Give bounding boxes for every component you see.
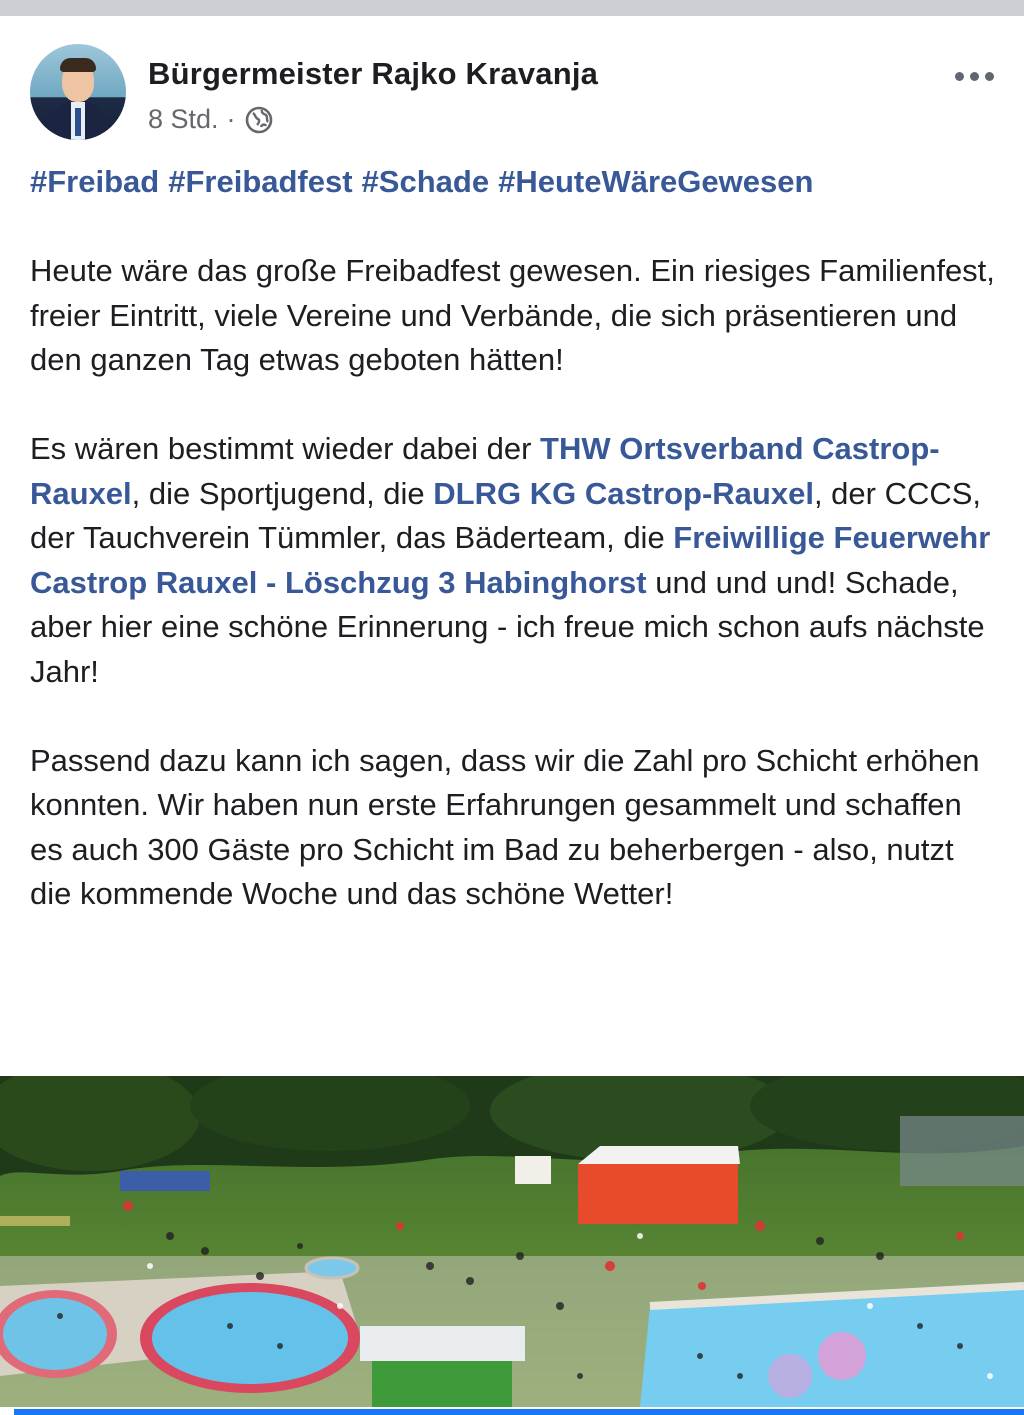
hashtag-schade[interactable]: #Schade (361, 164, 490, 199)
hashtag-line (30, 160, 1000, 205)
paragraph-text: , der CCCS, der Tauchverein Tümmler, das Bäderteam, die (30, 475, 982, 555)
more-dot (970, 72, 979, 81)
post-photo[interactable] (0, 1076, 1024, 1407)
bottom-progress-line (14, 1409, 1024, 1415)
post-body (30, 160, 1000, 917)
hashtag-freibad[interactable]: #Freibad (30, 164, 160, 199)
post-time[interactable]: 8 Std. (148, 104, 219, 134)
paragraph-text: , die Sportjugend, die (131, 475, 434, 511)
post-paragraph-1: Heute wäre das große Freibadfest gewesen. Ein riesiges Familienfest, freier Eintritt, viele Vereine und Verbände, die sich präsentieren und den ganzen Tag etwas geboten hätten! (30, 253, 995, 377)
more-options-icon[interactable] (944, 66, 994, 86)
top-divider (0, 0, 1024, 16)
dlrg-link[interactable]: DLRG KG Castrop-Rauxel (433, 475, 814, 511)
paragraph-text: und und und! Schade, aber hier eine schöne Erinnerung - ich freue mich schon aufs nächste Jahr! (30, 564, 985, 689)
paragraph-text: Es wären bestimmt wieder dabei der (30, 431, 541, 466)
globe-icon[interactable] (244, 105, 274, 135)
pool-aerial-image (0, 1076, 1024, 1407)
hashtag-heutewaeregewesen[interactable]: #HeuteWäreGewesen (498, 164, 814, 199)
post-paragraph-2 (30, 427, 1000, 694)
post-paragraph-3: Passend dazu kann ich sagen, dass wir die Zahl pro Schicht erhöhen konnten. Wir haben nun erste Erfahrungen gesammelt und schaffen es auch 300 Gäste pro Schicht im Bad zu beherbergen - also, nutzt die kommende Woche und das schöne Wetter! (30, 742, 980, 911)
more-dot (985, 72, 994, 81)
avatar-tie (75, 108, 81, 136)
more-dot (955, 72, 964, 81)
meta-separator: · (226, 104, 236, 134)
thw-link[interactable]: THW Ortsverband Castrop-Rauxel (30, 431, 940, 511)
author-name[interactable]: Bürgermeister Rajko Kravanja (148, 56, 599, 91)
post-header (30, 44, 1010, 148)
post-meta (148, 104, 274, 135)
hashtag-freibadfest[interactable]: #Freibadfest (168, 164, 353, 199)
avatar[interactable] (30, 44, 126, 140)
feuerwehr-link[interactable]: Freiwillige Feuerwehr Castrop Rauxel - Löschzug 3 Habinghorst (30, 520, 991, 600)
avatar-hair (60, 58, 96, 72)
